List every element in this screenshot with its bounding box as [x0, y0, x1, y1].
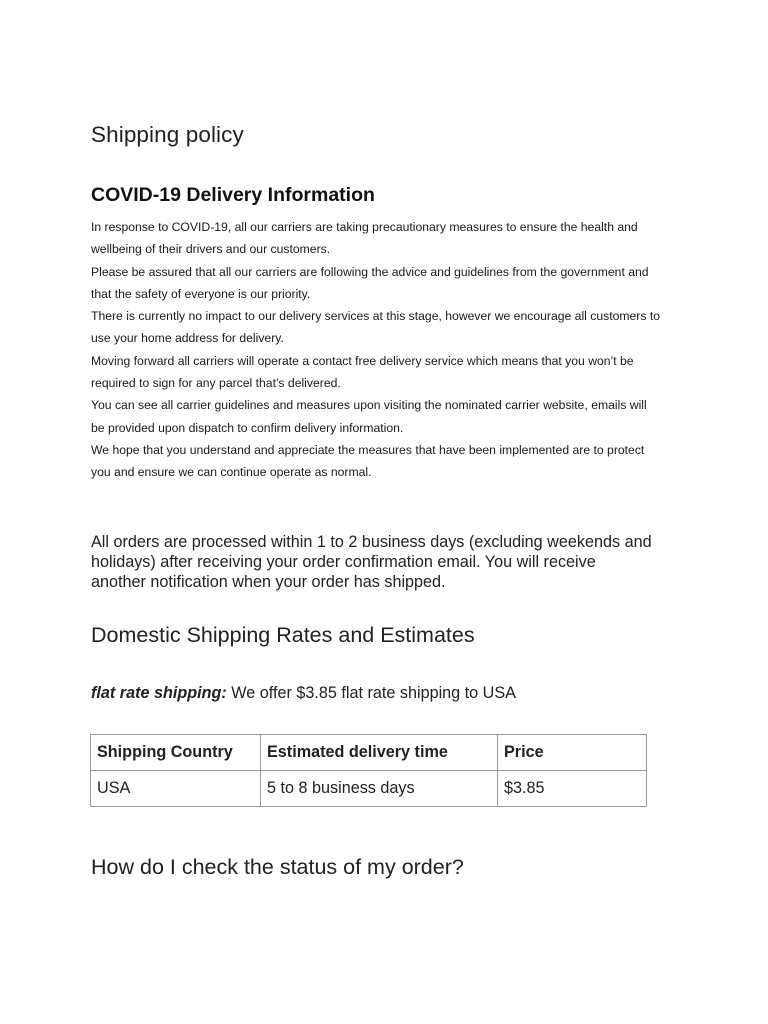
flat-rate-label: flat rate shipping: [91, 684, 227, 702]
covid-line: that the safety of everyone is our priority. [91, 286, 311, 301]
covid-line: We hope that you understand and appreciate the measures that have been implemented are to protect [91, 442, 645, 457]
covid-line: you and ensure we can continue operate as normal. [91, 465, 372, 480]
flat-rate-paragraph [91, 684, 516, 703]
covid-line: be provided upon dispatch to confirm delivery information. [91, 420, 404, 435]
processing-line: another notification when your order has shipped. [91, 573, 446, 592]
processing-line: holidays) after receiving your order confirmation email. You will receive [91, 553, 596, 572]
covid-line: There is currently no impact to our delivery services at this stage, however we encourage all customers to [91, 309, 661, 324]
cell-delivery-time: 5 to 8 business days [261, 771, 498, 807]
order-status-heading: How do I check the status of my order? [91, 855, 464, 879]
header-estimated-delivery-time: Estimated delivery time [261, 735, 498, 771]
cell-price: $3.85 [498, 771, 647, 807]
table-row [91, 771, 647, 807]
processing-paragraph [91, 532, 691, 593]
covid-line: In response to COVID-19, all our carriers are taking precautionary measures to ensure the health and [91, 220, 638, 234]
covid-line: wellbeing of their drivers and our customers. [91, 242, 331, 257]
covid-line: required to sign for any parcel that’s delivered. [91, 376, 341, 391]
covid-line: Moving forward all carriers will operate a contact free delivery service which means that you won’t be [91, 353, 634, 368]
covid-line: Please be assured that all our carriers are following the advice and guidelines from the government and [91, 264, 649, 279]
covid-line: You can see all carrier guidelines and measures upon visiting the nominated carrier website, emails will [91, 398, 647, 413]
flat-rate-text: We offer $3.85 flat rate shipping to USA [226, 684, 516, 702]
domestic-shipping-heading: Domestic Shipping Rates and Estimates [91, 623, 475, 647]
shipping-rates-table [90, 734, 647, 807]
header-shipping-country: Shipping Country [91, 735, 261, 771]
page-title: Shipping policy [91, 122, 244, 147]
table-header-row [91, 735, 647, 771]
header-price: Price [498, 735, 647, 771]
covid-paragraph [91, 216, 691, 484]
covid-line: use your home address for delivery. [91, 331, 284, 346]
processing-line: All orders are processed within 1 to 2 business days (excluding weekends and [91, 533, 652, 551]
cell-country: USA [91, 771, 261, 807]
covid-heading: COVID-19 Delivery Information [91, 184, 375, 206]
